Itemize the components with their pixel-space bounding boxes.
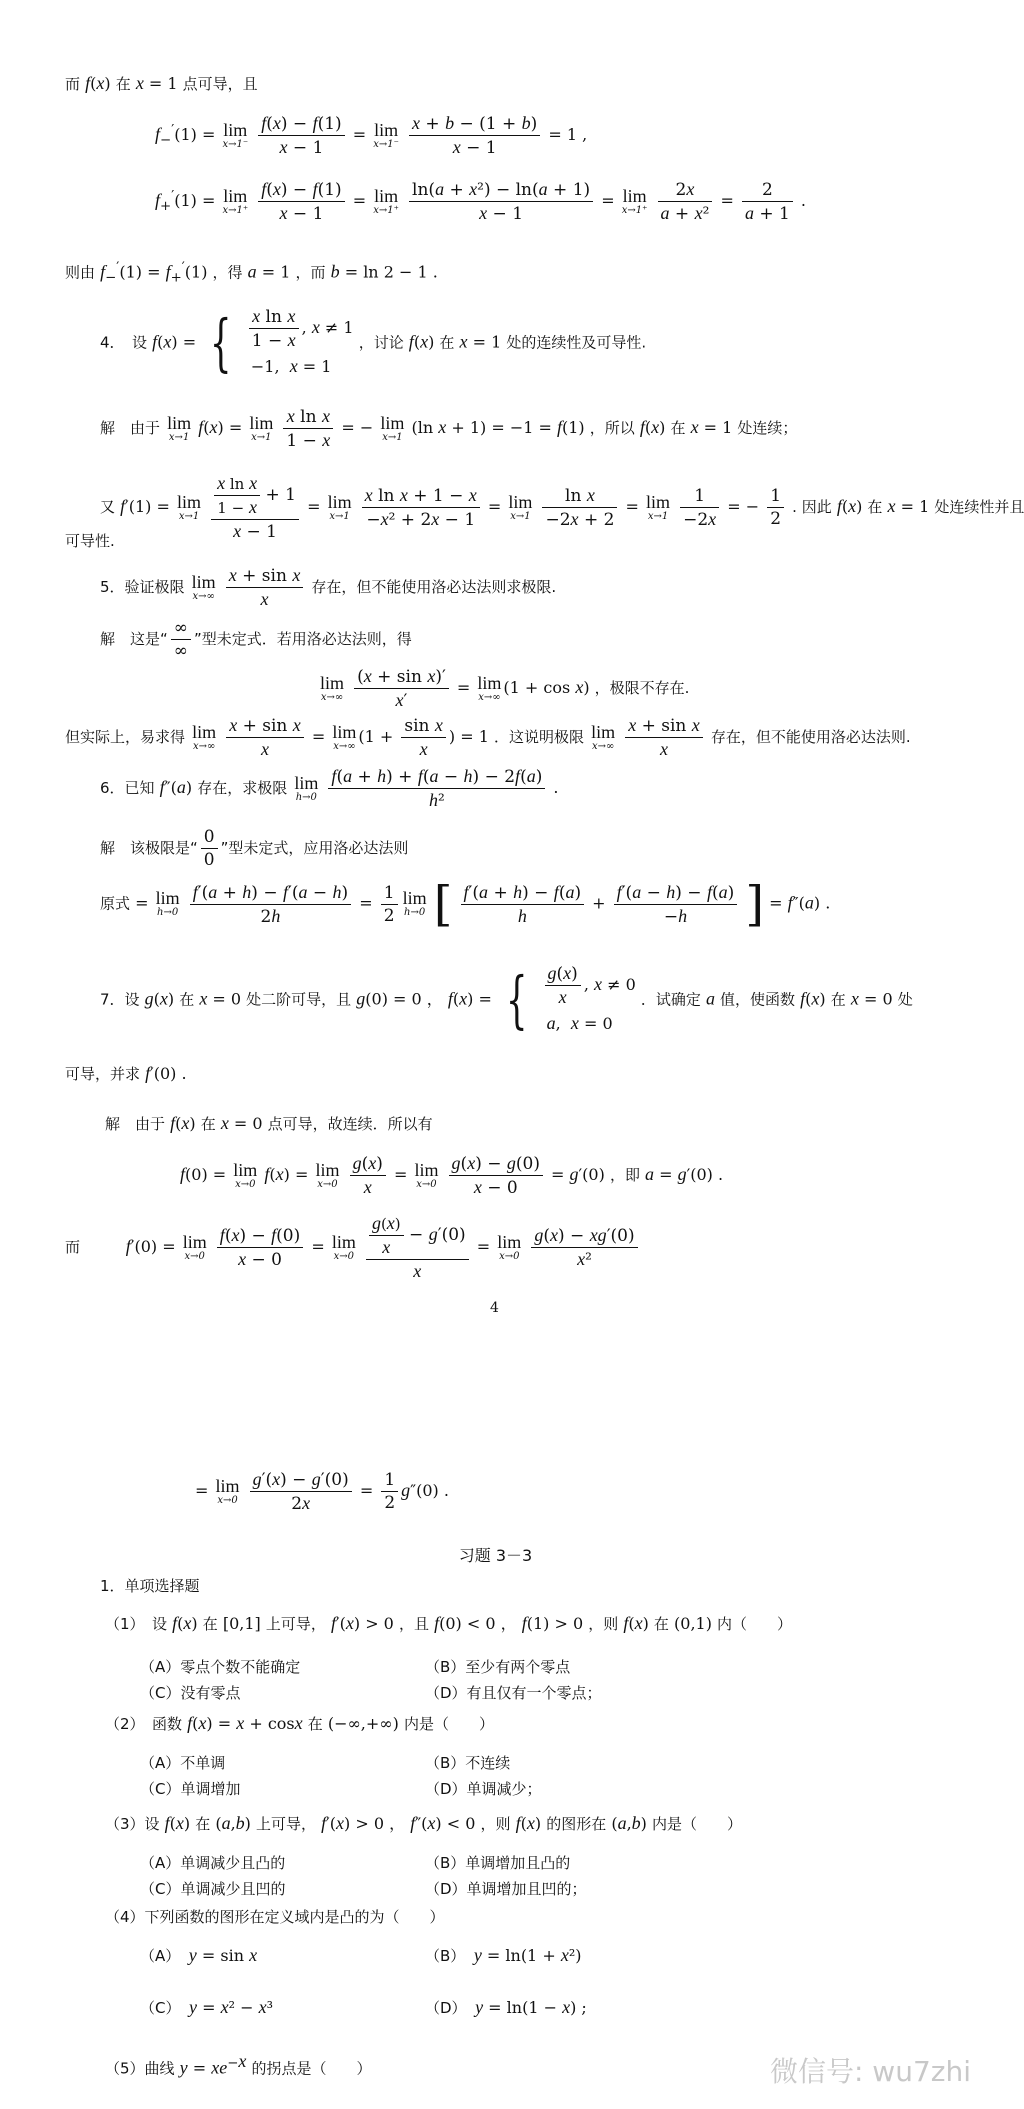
text-line: 则由 $f_-'(1) = f_+'(1)$ ，得 a = 1 ，而 b = ln 2 − 1 . — [65, 260, 438, 286]
text-line: 可导性. — [65, 532, 115, 550]
text-line: 而 f(x) 在 x = 1 点可导，且 — [65, 73, 258, 93]
option-c: （C） y = x² − x³ — [140, 1997, 273, 2017]
question-4: （4）下列函数的图形在定义域内是凸的为（ ） — [105, 1908, 445, 1926]
option-b: （B） y = ln(1 + x²) — [425, 1945, 582, 1965]
option-c: （C）没有零点 — [140, 1684, 241, 1702]
problem-7: 7．设 g(x) 在 x = 0 处二阶可导，且 g(0) = 0 ， f(x) = { $\frac{g(x)}{x}$ , x ≠ 0 a, x = 0 ．试确定 a 值，使函数 f(x) 在 x = 0 处 — [100, 963, 913, 1036]
problem-5: 5．验证极限 lim x→∞ $\frac{\text{x + sin x}}{x}$ 存在，但不能使用洛必达法则求极限. — [100, 565, 557, 609]
option-c: （C）单调减少且凹的 — [140, 1880, 286, 1898]
option-b: （B）至少有两个零点 — [425, 1658, 571, 1676]
option-a: （A）单调减少且凸的 — [140, 1854, 286, 1872]
watermark: 微信号: wu7zhi — [769, 2055, 971, 2088]
option-d: （D）单调增加且凹的； — [425, 1880, 587, 1898]
option-d: （D） y = ln(1 − x) ; — [425, 1997, 587, 2017]
question-2: （2） 函数 f(x) = x + cosx 在 (−∞,+∞) 内是（ ） — [105, 1713, 494, 1733]
formula-solution-6: 原式 = lim h→0 $\frac{f'(a + h) - f'(a - h)}{2h}$ = $\frac{1}{2}$ lim h→0 [ $\frac{f'(a + h) - f(a)}{h}$ + $\frac{f'(a - h) - f(a)}{-h}$ ] = f″(a) . — [100, 876, 831, 932]
formula-solution-7c: = lim x→0 $\frac{g'(x) - g'(0)}{2x}$ = $\frac{1}{2}$ g″(0) . — [195, 1469, 449, 1514]
problem-6: 6．已知 f″(a) 存在，求极限 lim h→0 $\frac{f(a + h) + f(a - h) - 2f(a)}{\text{h²}}$ . — [100, 766, 559, 811]
formula-left-derivative: $f_-'(1)$ = lim x→1⁻ $\frac{f(x) - f(1)}{x - 1}$ = lim x→1⁻ $\frac{x + b - (1 + b)}{x - 1}$ = 1 , — [155, 113, 588, 158]
page-number: 4 — [490, 1300, 499, 1316]
text-line: 但实际上，易求得 lim x→∞ $\frac{\text{x + sin x}}{x}$ = lim x→∞ (1 + $\frac{\text{sin x}}{x}$ ) = 1 ．这说明极限 lim x→∞ $\frac{\text{x + sin x}}{x}$ 存在，但不能使用洛必达法则. — [65, 715, 911, 759]
exercise-heading: 1．单项选择题 — [100, 1577, 200, 1595]
formula-lhopital-5: lim x→∞ $\frac{\text{(x + sin x)′}}{x'}$ = lim x→∞ (1 + cos x) ，极限不存在. — [320, 666, 690, 711]
section-title: 习题 3－3 — [458, 1546, 533, 1565]
option-a: （A）不单调 — [140, 1754, 226, 1772]
option-a: （A）零点个数不能确定 — [140, 1658, 301, 1676]
problem-4: 4． 设 f(x) = { $\frac{\text{x ln x}}{1 - x}$ , x ≠ 1 −1, x = 1 ，讨论 f(x) 在 x = 1 处的连续性及可导性. — [100, 306, 647, 379]
option-b: （B）单调增加且凸的 — [425, 1854, 571, 1872]
option-b: （B）不连续 — [425, 1754, 511, 1772]
formula-solution-7a: f(0) = lim x→0 f(x) = lim x→0 $\frac{g(x)}{x}$ = lim x→0 $\frac{g(x) - g(0)}{x - 0}$ = g′(0) ，即 a = g′(0) . — [180, 1153, 724, 1198]
solution-4-continuity: 解 由于 lim x→1 f(x) = lim x→1 $\frac{\text{x ln x}}{1 - x}$ = − lim x→1 (ln x + 1) = −1 = f(1) ，所以 f(x) 在 x = 1 处连续； — [100, 406, 798, 451]
solution-7-intro: 解 由于 f(x) 在 x = 0 点可导，故连续．所以有 — [105, 1113, 433, 1133]
question-1: （1） 设 f(x) 在 [0,1] 上可导， f′(x) > 0 ，且 f(0) < 0 ， f(1) > 0 ，则 f(x) 在 (0,1) 内（ ） — [105, 1613, 793, 1633]
formula-solution-7b: 而 f′(0) = lim x→0 $\frac{f(x) - f(0)}{x - 0}$ = lim x→0 $\frac{g(x)}{x}$ − g′(0) x = lim x→0 $\frac{g(x) - xg'(0)}{\text{x²}}$ — [65, 1212, 641, 1283]
option-c: （C）单调增加 — [140, 1780, 241, 1798]
text-line: 可导，并求 f′(0) . — [65, 1063, 187, 1083]
formula-right-derivative: $f_+'(1)$ = lim x→1⁺ $\frac{f(x) - f(1)}{x - 1}$ = lim x→1⁺ $\frac{\text{ln(a + x²) − ln(a + 1)}}{x - 1}$ = lim x→1⁺ $\frac{2x}{\text{a + x²}}$ = $\frac{2}{a + 1}$ . — [155, 179, 807, 224]
option-d: （D）有且仅有一个零点； — [425, 1684, 602, 1702]
question-5: （5）曲线 $y = xe^{-x}$ 的拐点是（ ） — [105, 2051, 372, 2078]
solution-6-intro: 解 该极限是“ $\frac{0}{0}$ ”型未定式，应用洛必达法则 — [100, 827, 409, 870]
solution-5-intro: 解 这是“ $\frac{\infty}{\infty}$ ”型未定式．若用洛必达法则，得 — [100, 618, 412, 661]
solution-4-derivative: 又 f′(1) = lim x→1 $\frac{\text{x ln x}}{1 - x}$ + 1 x − 1 = lim x→1 $\frac{\text{x ln x + 1 − x}}{\text{−x² + 2x − 1}}$ = lim x→1 $\frac{\text{ln x}}{-2x + 2}$ = lim x→1 $\frac{1}{-2x}$ = − $\frac{1}{2}$ . 因此 f(x) 在 x = 1 处连续性并且 — [100, 473, 1024, 542]
question-3: （3）设 f(x) 在 (a,b) 上可导， f′(x) > 0 ， f″(x) < 0 ，则 f(x) 的图形在 (a,b) 内是（ ） — [105, 1813, 742, 1833]
option-a: （A） y = sin x — [140, 1945, 258, 1965]
option-d: （D）单调减少； — [425, 1780, 542, 1798]
